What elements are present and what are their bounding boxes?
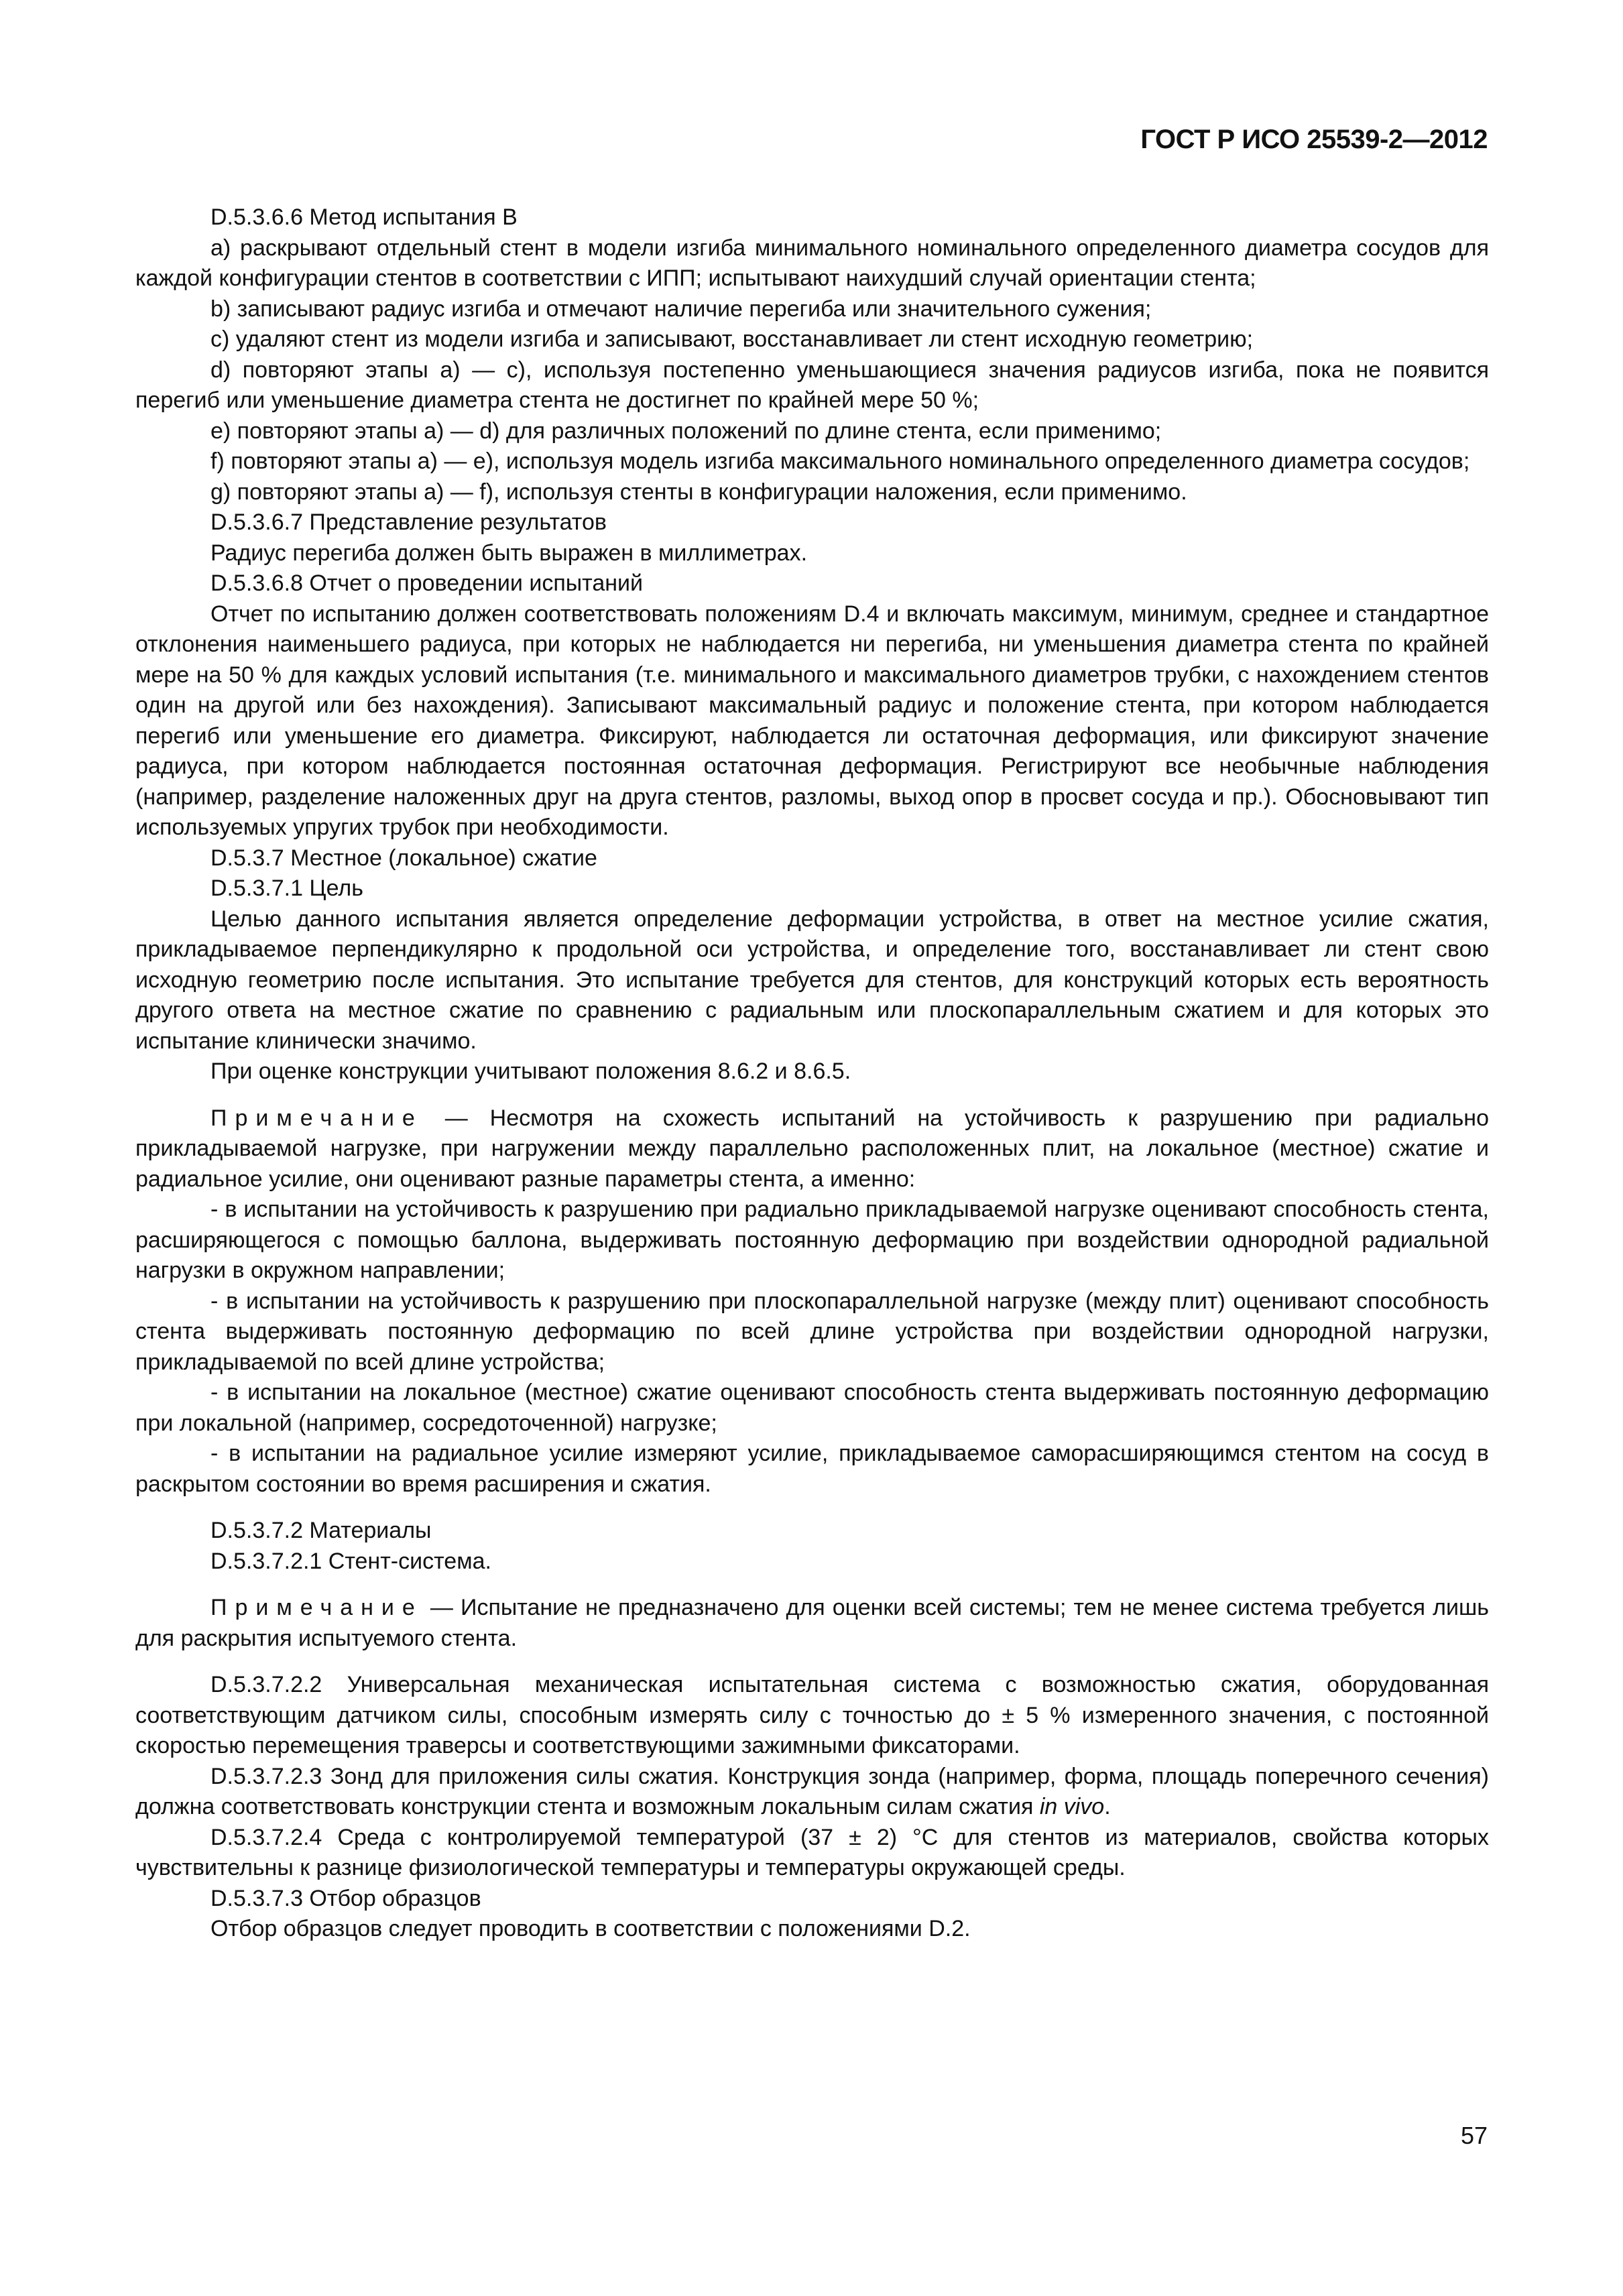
list-item: а) раскрывают отдельный стент в модели изгиба минимального номинального определенного диаметра сосудов для каждой конфигурации стентов в соответствии с ИПП; испытывают наихудший случай ориентации стента; — [135, 235, 1489, 291]
paragraph: Радиус перегиба должен быть выражен в миллиметрах. — [211, 540, 808, 566]
document-code: ГОСТ Р ИСО 25539-2—2012 — [1140, 125, 1488, 154]
paragraph: При оценке конструкции учитывают положения 8.6.2 и 8.6.5. — [211, 1059, 851, 1084]
paragraph: Отбор образцов следует проводить в соответствии с положениями D.2. — [211, 1916, 971, 1941]
note-paragraph — [135, 1103, 1489, 1195]
note-text: — Испытание не предназначено для оценки всей системы; тем не менее система требуется лишь для раскрытия испытуемого стента. — [135, 1595, 1489, 1651]
paragraph: D.5.3.7.2.4 Среда с контролируемой температурой (37 ± 2) °С для стентов из материалов, свойства которых чувствительны к разнице физиологической температуры и температуры окружающей среды. — [135, 1824, 1489, 1880]
note-label: Примечание — [211, 1105, 423, 1131]
italic-term: in vivo — [1039, 1794, 1105, 1819]
list-item: g) повторяют этапы а) — f), используя стенты в конфигурации наложения, если применимо. — [211, 479, 1187, 505]
clause-heading: D.5.3.7.3 Отбор образцов — [211, 1885, 481, 1911]
clause-heading: D.5.3.6.6 Метод испытания В — [211, 204, 518, 230]
paragraph: D.5.3.7.2.2 Универсальная механическая испытательная система с возможностью сжатия, оборудованная соответствующим датчиком силы, способным измерять силу с точностью до ± 5 % измеренного значения, с постоянной скоростью перемещения траверсы и соответствующими зажимными фиксаторами. — [135, 1672, 1489, 1758]
note-text: — Несмотря на схожесть испытаний на устойчивость к разрушению при радиально прикладываемой нагрузке, при нагружении между параллельно расположенных плит, на локальное (местное) сжатие и радиальное усилие, они оценивают разные параметры стента, а именно: — [135, 1105, 1489, 1192]
list-item: с) удаляют стент из модели изгиба и записывают, восстанавливает ли стент исходную геометрию; — [211, 326, 1254, 352]
list-item: f) повторяют этапы а) — е), используя модель изгиба максимального номинального определенного диаметра сосудов; — [211, 448, 1470, 474]
paragraph: Отчет по испытанию должен соответствовать положениям D.4 и включать максимум, минимум, среднее и стандартное отклонения наименьшего радиуса, при которых не наблюдается ни перегиба, ни уменьшения диаметра стента по крайней мере на 50 % для каждых условий испытания (т.е. минимального и максимального диаметров трубки, с нахождением стентов один на другой или без нахождения). Записывают максимальный радиус и положение стента, при котором наблюдается перегиб или уменьшение его диаметра. Фиксируют, наблюдается ли остаточная деформация, или фиксируют значение радиуса, при котором наблюдается постоянная остаточная деформация. Регистрируют все необычные наблюдения (например, разделение наложенных друг на друга стентов, разломы, выход опор в просвет сосуда и пр.). Обосновывают тип используемых упругих трубок при необходимости. — [135, 601, 1489, 840]
clause-heading: D.5.3.7.2 Материалы — [211, 1518, 432, 1543]
clause-heading: D.5.3.7.2.1 Стент-система. — [211, 1548, 491, 1574]
note-label: Примечание — [211, 1595, 423, 1620]
list-item: е) повторяют этапы а) — d) для различных положений по длине стента, если применимо; — [211, 418, 1162, 444]
note-list-item: - в испытании на устойчивость к разрушению при плоскопараллельной нагрузке (между плит) оценивают способность стента выдерживать постоянную деформацию по всей длине устройства при воздействии однородной нагрузки, прикладываемой по всей длине устройства; — [135, 1288, 1489, 1375]
clause-heading: D.5.3.6.8 Отчет о проведении испытаний — [211, 570, 644, 596]
clause-heading: D.5.3.7 Местное (локальное) сжатие — [211, 845, 597, 871]
paragraph: Целью данного испытания является определение деформации устройства, в ответ на местное усилие сжатия, прикладываемое перпендикулярно к продольной оси устройства, и определение того, восстанавливает ли стент свою исходную геометрию после испытания. Это испытание требуется для стентов, для конструкций которых есть вероятность другого ответа на местное сжатие по сравнению с радиальным или плоскопараллельным сжатием и для которых это испытание клинически значимо. — [135, 906, 1489, 1054]
note-list-item: - в испытании на радиальное усилие измеряют усилие, прикладываемое саморасширяющимся стентом на сосуд в раскрытом состоянии во время расширения и сжатия. — [135, 1441, 1489, 1497]
note-paragraph — [135, 1593, 1489, 1654]
paragraph: D.5.3.7.2.3 Зонд для приложения силы сжатия. Конструкция зонда (например, форма, площадь поперечного сечения) должна соответствовать конструкции стента и возможным локальным силам сжатия in vivo. — [135, 1763, 1489, 1819]
note-list-item: - в испытании на локальное (местное) сжатие оценивают способность стента выдерживать постоянную деформацию при локальной (например, сосредоточенной) нагрузке; — [135, 1380, 1489, 1436]
clause-heading: D.5.3.7.1 Цель — [211, 875, 363, 901]
page-number: 57 — [1460, 2122, 1488, 2149]
clause-heading: D.5.3.6.7 Представление результатов — [211, 509, 607, 535]
document-body — [135, 202, 1489, 1945]
note-list-item: - в испытании на устойчивость к разрушению при радиально прикладываемой нагрузке оценивают способность стента, расширяющегося с помощью баллона, выдерживать постоянную деформацию при воздействии однородной радиальной нагрузки в окружном направлении; — [135, 1197, 1489, 1283]
list-item: b) записывают радиус изгиба и отмечают наличие перегиба или значительного сужения; — [211, 296, 1152, 322]
list-item: d) повторяют этапы а) — с), используя постепенно уменьшающиеся значения радиусов изгиба, пока не появится перегиб или уменьшение диаметра стента не достигнет по крайней мере 50 %; — [135, 357, 1489, 413]
